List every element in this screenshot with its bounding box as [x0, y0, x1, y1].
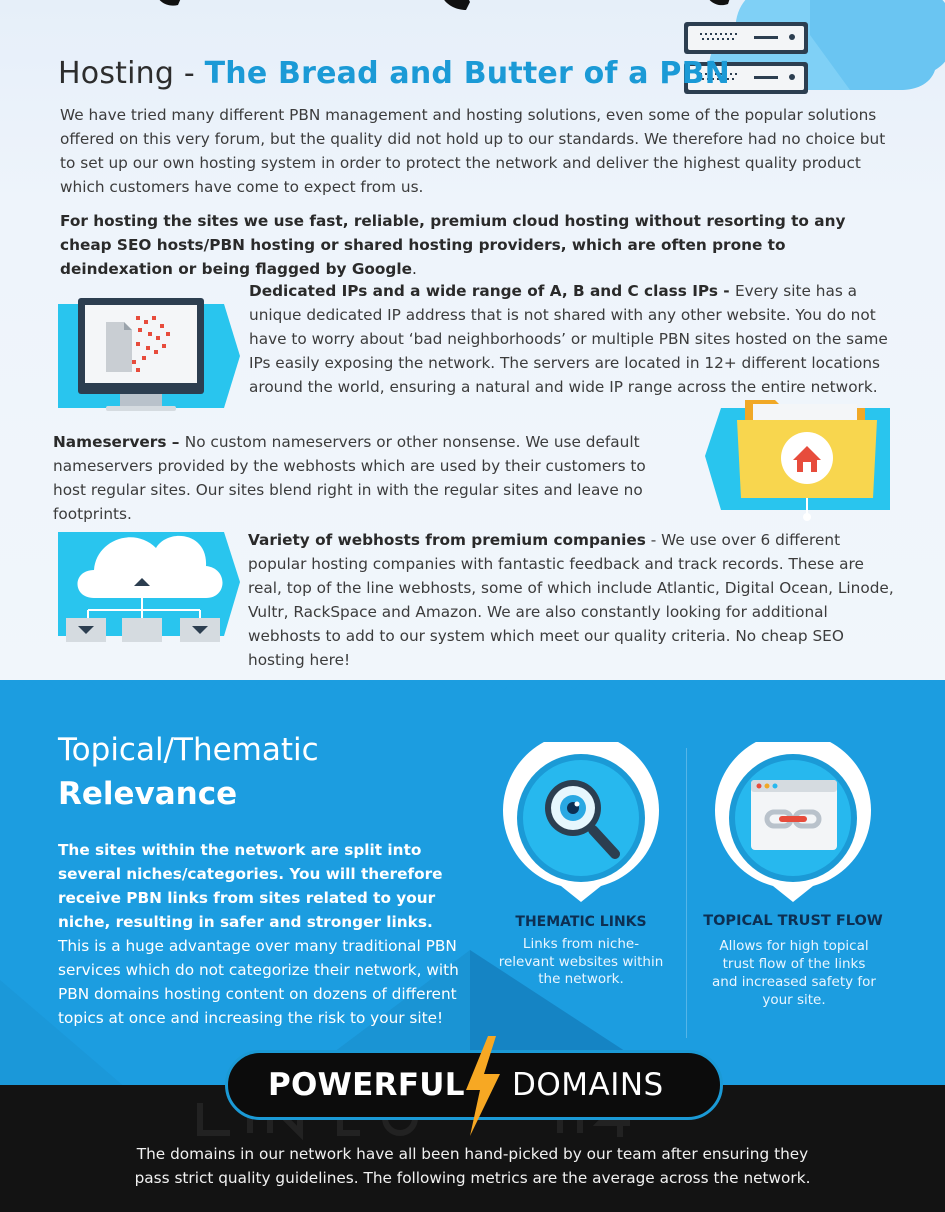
cloud-network-icon [58, 522, 240, 644]
feature-nameservers-title: Nameservers – [53, 433, 185, 451]
hosting-bold-statement [60, 209, 890, 281]
zigzag-divider [0, 680, 945, 702]
topical-title-light: Topical/Thematic [58, 732, 319, 768]
topical-paragraph [58, 838, 468, 1030]
hosting-intro: We have tried many different PBN management and hosting solutions, even some of the popular solutions offered on this very forum, but the quality did not hold up to our standards. We therefore had no choice but to set up our own hosting system in order to protect the network and deliver the highest quality product which customers have come to expect from us. [60, 106, 886, 196]
hosting-title [58, 56, 730, 91]
thematic-links-text: Links from niche-relevant websites within the network. [498, 936, 664, 987]
topical-paragraph-bold: The sites within the network are split into several niches/categories. You will therefore receive PBN links from sites related to your niche, resulting in safer and stronger links. [58, 841, 443, 931]
feature-webhosts [248, 528, 898, 672]
feature-nameservers-text: No custom nameservers or other nonsense. We use default nameservers provided by the webhosts which are used by their customers to host regular sites. Our sites blend right in with the regular sites and leave no footprints. [53, 433, 646, 523]
lightning-bolt-icon [460, 1036, 504, 1136]
domains-description: The domains in our network have all been hand-picked by our team after ensuring they pass strict quality guidelines. The following metrics are the average across the network. [134, 1145, 811, 1187]
topical-paragraph-text: This is a huge advantage over many traditional PBN services which do not categorize their network, with PBN domains hosting content on dozens of different topics at once and increasing the risk to your site! [58, 937, 459, 1027]
feature-nameservers [53, 430, 673, 526]
topical-trust-flow-text: Allows for high topical trust flow of the links and increased safety for your site. [712, 938, 876, 1008]
feature-dedicated-ips-title: Dedicated IPs and a wide range of A, B and C class IPs - [249, 282, 735, 300]
feature-dedicated-ips [249, 279, 894, 399]
badge-divider [686, 748, 687, 1038]
hosting-title-prefix: Hosting - [58, 56, 205, 91]
feature-webhosts-title: Variety of webhosts from premium companies [248, 531, 646, 549]
hosting-title-accent: The Bread and Butter of a PBN [204, 56, 730, 91]
monitor-icon [58, 298, 240, 416]
domains-label: DOMAINS [512, 1067, 664, 1103]
thematic-links-title: THEMATIC LINKS [515, 914, 647, 930]
feature-webhosts-text: - We use over 6 different popular hosting companies with fantastic feedback and track records. These are real, top of the line webhosts, some of which include Atlantic, Digital Ocean, Linode, Vultr, RackSpace and Amazon. We are also constantly looking for additional webhosts to add to our system which meet our quality criteria. No cheap SEO hosting here! [248, 531, 894, 669]
hosting-bold-statement-text: For hosting the sites we use fast, reliable, premium cloud hosting without resorting to any cheap SEO hosts/PBN hosting or shared hosting providers, which are often prone to deindexation or being flagged by Google [60, 212, 846, 278]
home-folder-icon [705, 398, 890, 524]
topical-title-bold: Relevance [58, 776, 238, 812]
link-browser-icon [715, 742, 871, 902]
powerful-label: POWERFUL [268, 1067, 465, 1103]
hosting-bold-statement-end: . [411, 260, 417, 278]
topical-title [58, 728, 319, 816]
magnifier-icon [503, 742, 659, 902]
topical-trust-flow-title: TOPICAL TRUST FLOW [703, 913, 883, 929]
feature-dedicated-ips-text: Every site has a unique dedicated IP address that is not shared with any other website. You do not have to worry about ‘bad neighborhoods’ or multiple PBN sites hosted on the same IPs easily exposing the network. The servers are located in 12+ different locations around the world, ensuring a natural and wide IP range across the entire network. [249, 282, 888, 396]
